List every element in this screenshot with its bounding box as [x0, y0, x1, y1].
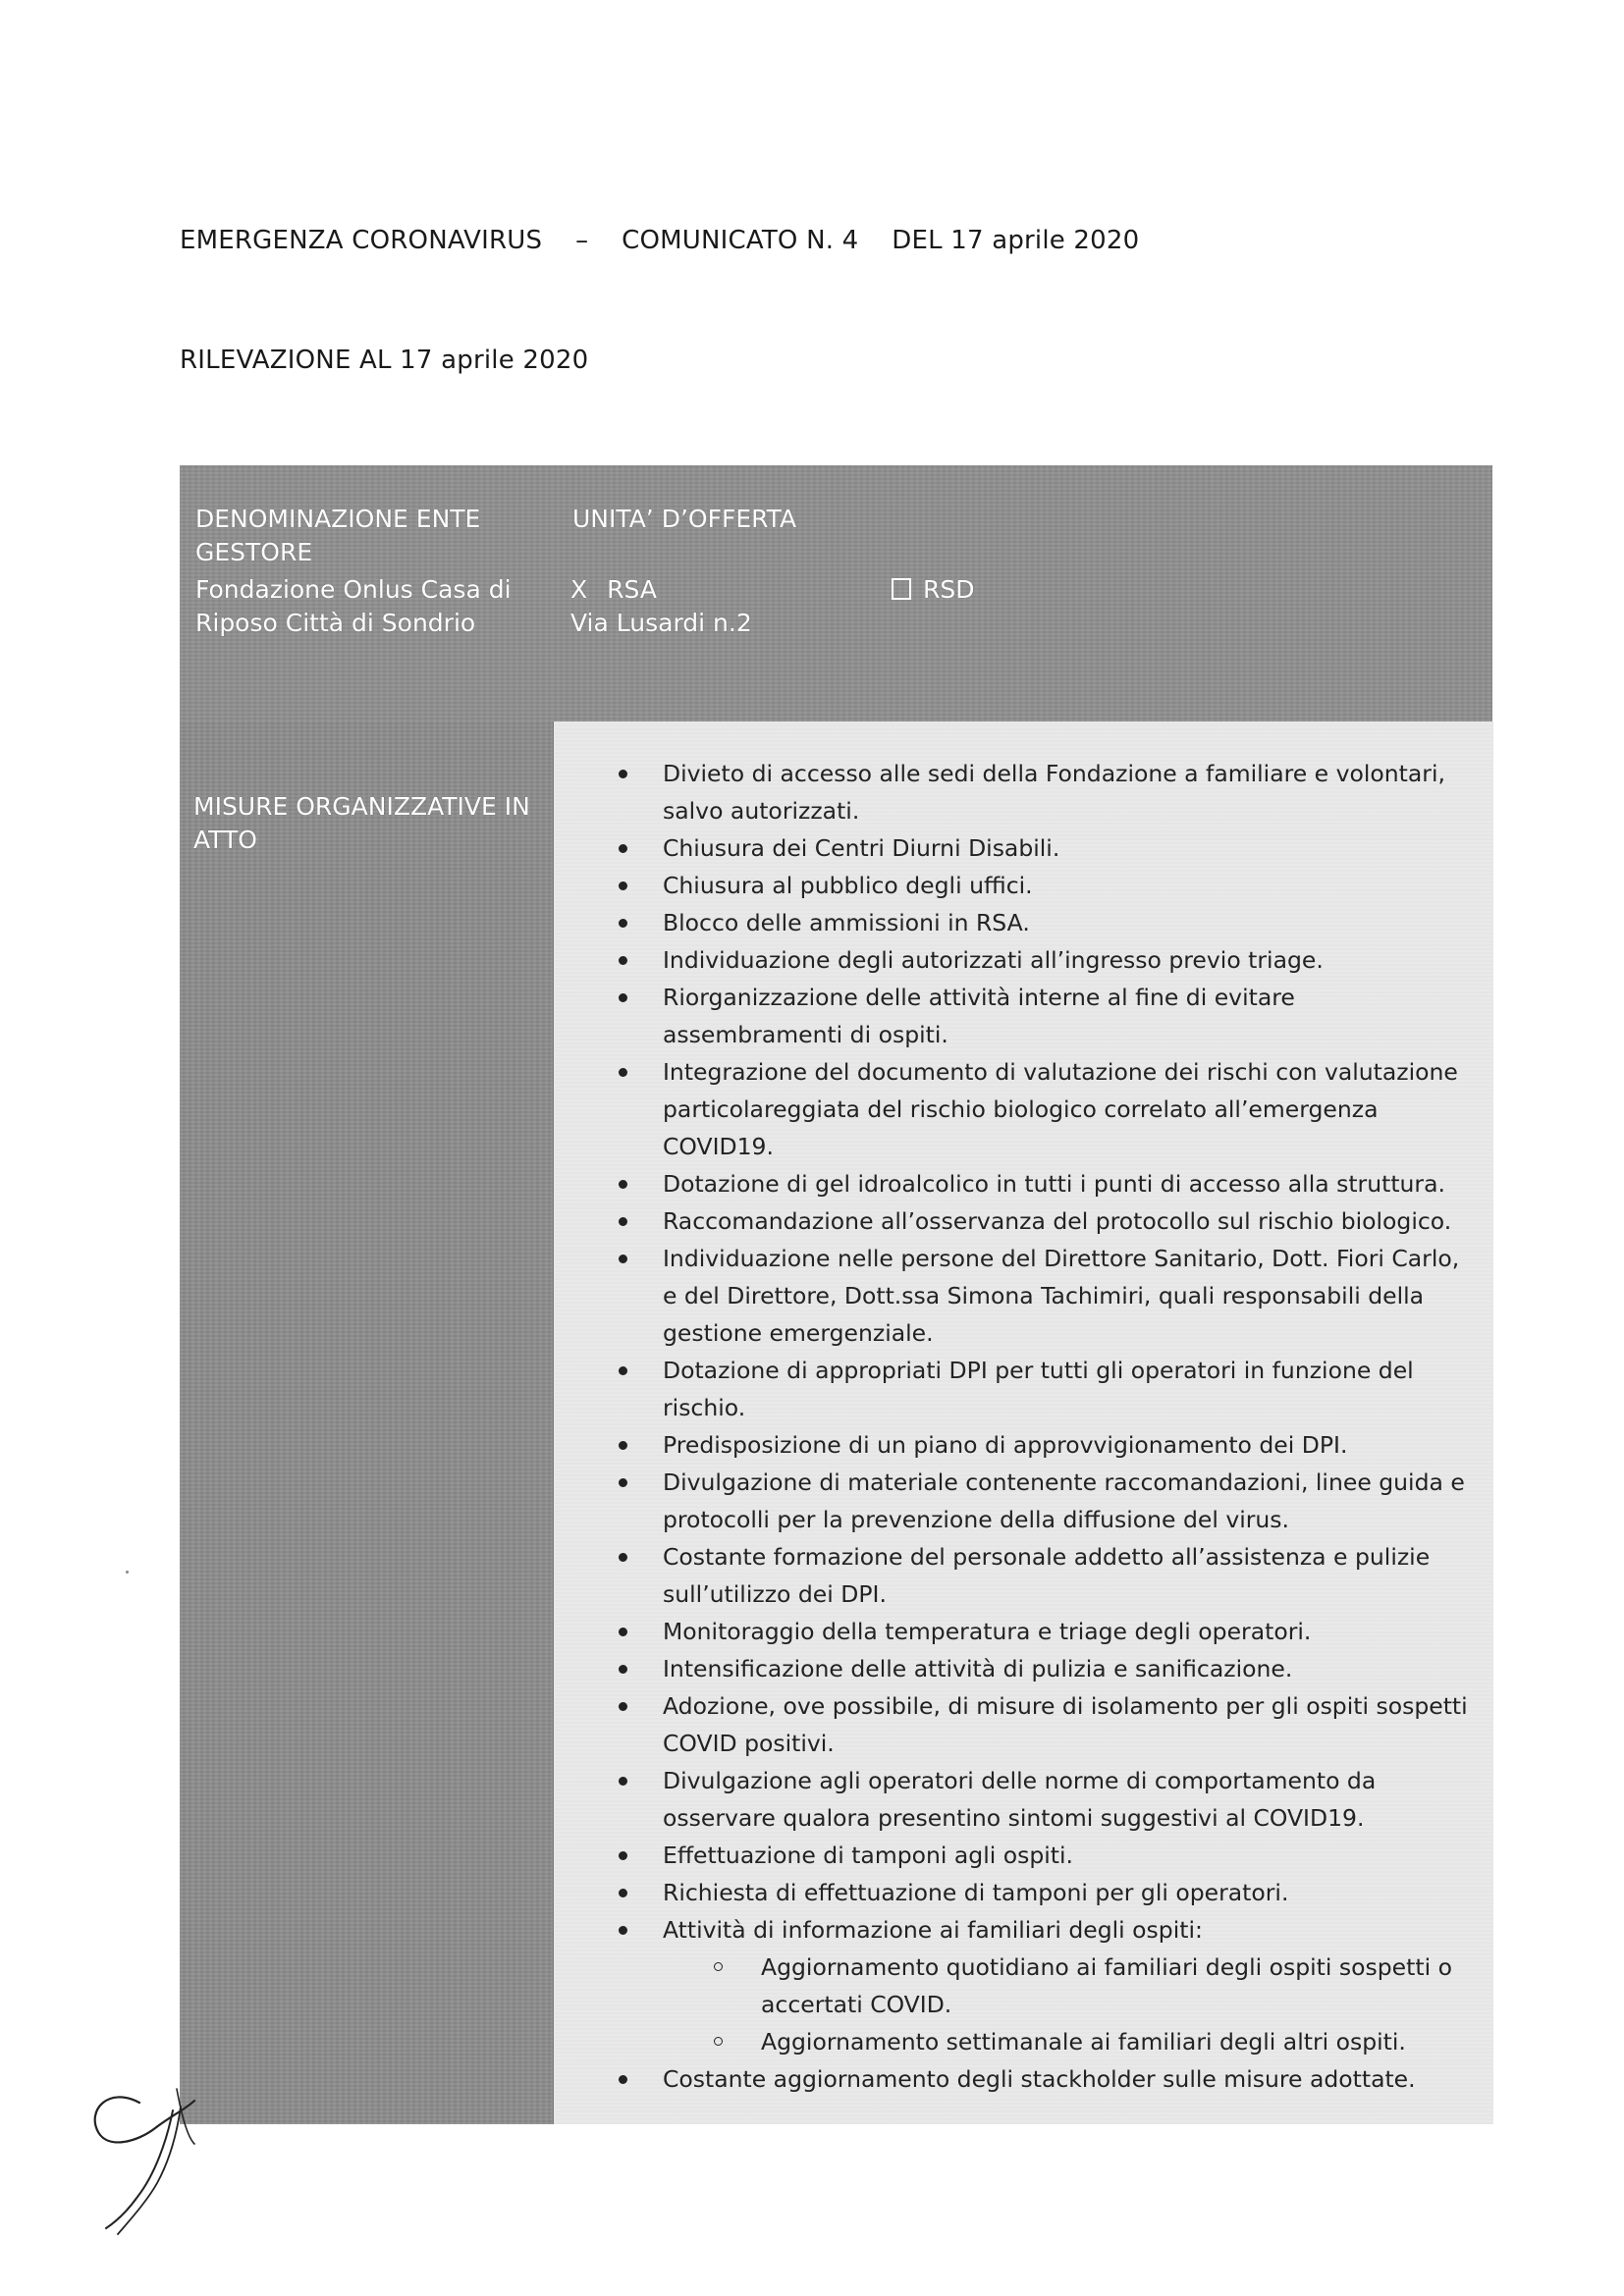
list-item	[554, 1240, 1493, 1352]
list-item	[554, 2060, 1493, 2098]
bullet-icon	[619, 1180, 627, 1189]
bullet-icon	[619, 956, 627, 965]
list-item	[554, 1538, 1493, 1613]
measure-text: Blocco delle ammissioni in RSA.	[663, 909, 1030, 936]
ente-value: Fondazione Onlus Casa di Riposo Città di Sondrio	[195, 575, 512, 637]
unita-offerta-label: UNITA’ D’OFFERTA	[572, 505, 797, 533]
bullet-icon	[619, 1553, 627, 1562]
list-item	[554, 1650, 1493, 1687]
bullet-icon	[619, 844, 627, 853]
bullet-icon	[619, 1777, 627, 1786]
measure-text: Adozione, ove possibile, di misure di isolamento per gli ospiti sospetti COVID positivi.	[663, 1692, 1468, 1757]
bullet-icon	[619, 993, 627, 1002]
measure-text: Dotazione di gel idroalcolico in tutti i punti di accesso alla struttura.	[663, 1170, 1445, 1198]
survey-date: RILEVAZIONE AL 17 aprile 2020	[180, 346, 589, 375]
rsa-option	[570, 573, 657, 607]
list-item	[554, 941, 1493, 979]
list-item	[554, 1762, 1493, 1837]
scan-speck	[126, 1571, 129, 1574]
list-item	[554, 1165, 1493, 1202]
bullet-icon	[619, 1628, 627, 1636]
measure-text: Individuazione degli autorizzati all’ingresso previo triage.	[663, 946, 1324, 974]
measures-cell	[553, 721, 1493, 2124]
measures-list	[554, 755, 1493, 2098]
bullet-icon	[619, 1926, 627, 1935]
measure-text: Integrazione del documento di valutazione dei rischi con valutazione particolareggiata del rischio biologico correlato all’emergenza COVID19.	[663, 1058, 1458, 1160]
list-item	[554, 1464, 1493, 1538]
measures-table	[180, 465, 1492, 2124]
handwritten-signature	[79, 2081, 216, 2238]
list-item	[554, 1687, 1493, 1762]
measure-text: Intensificazione delle attività di pulizia e sanificazione.	[663, 1655, 1293, 1682]
bullet-icon	[619, 770, 627, 778]
bullet-icon	[619, 881, 627, 890]
sub-measure-text: Aggiornamento quotidiano ai familiari degli ospiti sospetti o accertati COVID.	[761, 1953, 1452, 2018]
measure-text: Raccomandazione all’osservanza del protocollo sul rischio biologico.	[663, 1207, 1452, 1235]
list-item	[554, 1352, 1493, 1426]
measure-text: Costante formazione del personale addetto all’assistenza e pulizie sull’utilizzo dei DPI.	[663, 1543, 1431, 1608]
list-item	[554, 904, 1493, 941]
list-item	[554, 1911, 1493, 2060]
sub-measure-text: Aggiornamento settimanale ai familiari degli altri ospiti.	[761, 2028, 1406, 2056]
bullet-icon	[619, 1068, 627, 1077]
measure-text: Chiusura dei Centri Diurni Disabili.	[663, 834, 1060, 862]
ente-label: DENOMINAZIONE ENTE GESTORE	[195, 505, 481, 566]
sub-measures-list	[663, 1949, 1474, 2060]
rsd-label: RSD	[923, 575, 975, 604]
list-item	[554, 1874, 1493, 1911]
measure-text: Costante aggiornamento degli stackholder sulle misure adottate.	[663, 2065, 1416, 2093]
bullet-icon	[619, 1217, 627, 1226]
misure-label: MISURE ORGANIZZATIVE IN ATTO	[193, 792, 530, 854]
measure-text: Divieto di accesso alle sedi della Fondazione a familiare e volontari, salvo autorizzati.	[663, 760, 1445, 825]
bullet-icon	[619, 1702, 627, 1711]
sub-list-item	[663, 1949, 1474, 2023]
checkbox-icon	[892, 578, 911, 600]
measure-text: Divulgazione di materiale contenente raccomandazioni, linee guida e protocolli per la prevenzione della diffusione del virus.	[663, 1468, 1465, 1533]
measure-text: Effettuazione di tamponi agli ospiti.	[663, 1842, 1074, 1869]
list-item	[554, 1202, 1493, 1240]
measure-text: Dotazione di appropriati DPI per tutti gli operatori in funzione del rischio.	[663, 1357, 1414, 1421]
rsa-checked-mark: X	[570, 575, 588, 604]
bullet-icon	[619, 1889, 627, 1897]
measure-text: Richiesta di effettuazione di tamponi per gli operatori.	[663, 1879, 1289, 1906]
list-item	[554, 1426, 1493, 1464]
bullet-icon	[619, 919, 627, 928]
bullet-icon	[619, 1441, 627, 1450]
rsd-option	[892, 573, 975, 607]
measure-text: Predisposizione di un piano di approvvigionamento dei DPI.	[663, 1431, 1348, 1459]
measure-text: Divulgazione agli operatori delle norme di comportamento da osservare qualora presentino sintomi suggestivi al COVID19.	[663, 1767, 1377, 1832]
circle-bullet-icon	[714, 1962, 723, 1971]
misure-label-cell	[180, 721, 553, 2124]
measure-text: Chiusura al pubblico degli uffici.	[663, 872, 1033, 899]
bullet-icon	[619, 1255, 627, 1263]
bullet-icon	[619, 1478, 627, 1487]
bullet-icon	[619, 1366, 627, 1375]
measure-text: Monitoraggio della temperatura e triage degli operatori.	[663, 1618, 1312, 1645]
measure-text: Attività di informazione ai familiari degli ospiti:	[663, 1916, 1203, 1944]
list-item	[554, 867, 1493, 904]
measure-text: Riorganizzazione delle attività interne al fine di evitare assembramenti di ospiti.	[663, 984, 1295, 1048]
bullet-icon	[619, 1851, 627, 1860]
bullet-icon	[619, 2075, 627, 2084]
rsa-label: RSA	[607, 575, 657, 604]
circle-bullet-icon	[714, 2037, 723, 2046]
list-item	[554, 1837, 1493, 1874]
address: Via Lusardi n.2	[570, 609, 752, 637]
bullet-icon	[619, 1665, 627, 1674]
sub-list-item	[663, 2023, 1474, 2060]
table-header-row	[180, 465, 1492, 721]
list-item	[554, 979, 1493, 1053]
list-item	[554, 1613, 1493, 1650]
measure-text: Individuazione nelle persone del Direttore Sanitario, Dott. Fiori Carlo, e del Direttore, Dott.ssa Simona Tachimiri, quali responsabili della gestione emergenziale.	[663, 1245, 1460, 1347]
list-item	[554, 755, 1493, 829]
list-item	[554, 1053, 1493, 1165]
list-item	[554, 829, 1493, 867]
communique-title: EMERGENZA CORONAVIRUS – COMUNICATO N. 4 DEL 17 aprile 2020	[180, 226, 1140, 255]
